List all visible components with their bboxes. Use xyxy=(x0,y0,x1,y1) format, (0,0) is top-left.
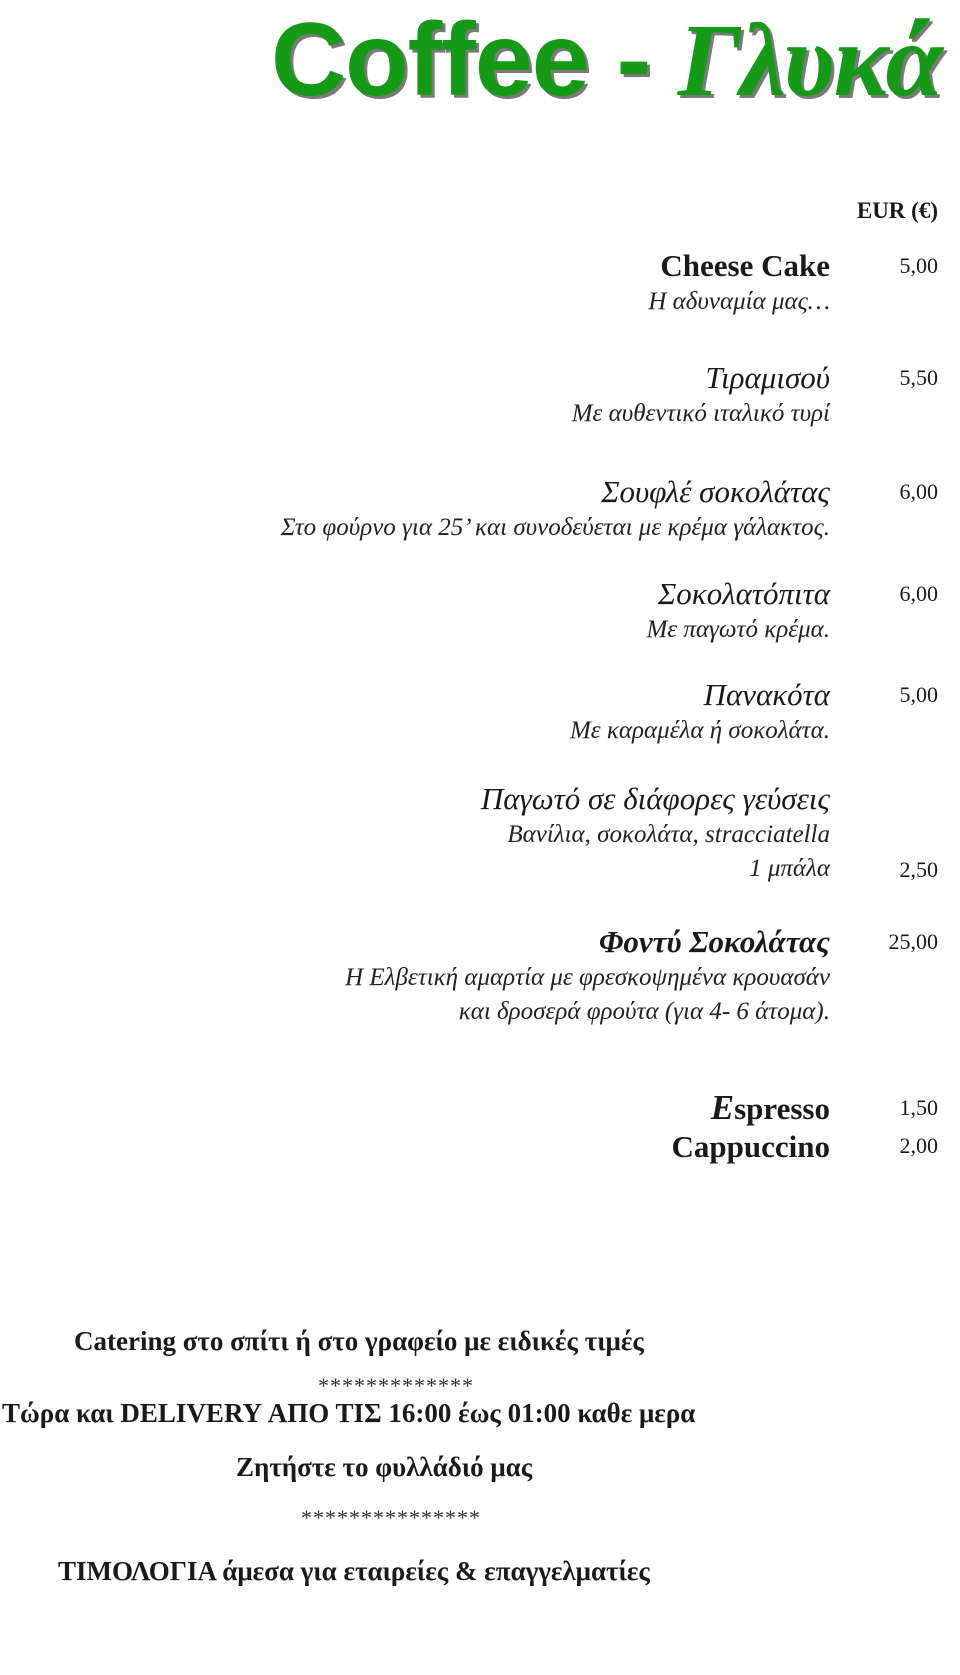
item-name: Πανακότα xyxy=(703,677,830,712)
item-price: 2,50 xyxy=(899,857,938,882)
beverage-price: 2,00 xyxy=(899,1133,938,1158)
item-name: Σοκολατόπιτα xyxy=(657,576,830,611)
item-name: Παγωτό σε διάφορες γεύσεις xyxy=(480,781,830,816)
beverage-name-rest: spresso xyxy=(734,1091,830,1126)
item-description: Στο φούρνο για 25’ και συνοδεύεται με κρέμα γάλακτος. xyxy=(280,514,830,541)
title-main: Coffee - xyxy=(271,2,678,118)
item-description: Με καραμέλα ή σοκολάτα. xyxy=(569,717,830,744)
item-price: 5,00 xyxy=(899,682,938,707)
menu-item-souffle xyxy=(30,473,830,545)
title-accent: Γλυκά xyxy=(678,3,942,118)
beverage-price: 1,50 xyxy=(899,1095,938,1120)
item-name: Φοντύ Σοκολάτας xyxy=(598,924,830,959)
currency-label: EUR (€) xyxy=(856,198,938,223)
item-name: Τιραμισού xyxy=(705,360,830,395)
catering-notice: Catering στο σπίτι ή στο γραφείο με ειδικές τιμές xyxy=(74,1326,644,1356)
item-description: Με αυθεντικό ιταλικό τυρί xyxy=(571,400,830,427)
menu-item-ice-cream xyxy=(30,780,830,886)
beverage-cappuccino: Cappuccino xyxy=(671,1129,830,1164)
item-price: 5,50 xyxy=(899,365,938,390)
invoice-notice: ΤΙΜΟΛΟΓΙΑ άμεσα για εταιρείες & επαγγελματίες xyxy=(58,1556,650,1586)
menu-item-chocolate-pie xyxy=(30,575,830,647)
item-description: Η Ελβετική αμαρτία με φρεσκοψημένα κρουασάν xyxy=(345,964,830,991)
menu-item-tiramisu xyxy=(30,359,830,431)
item-price: 5,00 xyxy=(899,253,938,278)
beverage-initial: E xyxy=(710,1088,735,1127)
separator-stars: *************** xyxy=(301,1505,481,1530)
item-description: Βανίλια, σοκολάτα, stracciatella xyxy=(507,821,830,848)
menu-item-panacotta xyxy=(30,676,830,748)
item-description-portion: 1 μπάλα xyxy=(749,855,830,882)
menu-item-cheese-cake xyxy=(30,247,830,319)
item-price: 6,00 xyxy=(899,479,938,504)
item-description-line2: και δροσερά φρούτα (για 4- 6 άτομα). xyxy=(458,998,830,1025)
item-name: Cheese Cake xyxy=(660,248,830,283)
menu-title xyxy=(271,0,942,121)
item-description: Με παγωτό κρέμα. xyxy=(646,616,830,643)
item-price: 25,00 xyxy=(888,929,938,954)
item-description: Η αδυναμία μας… xyxy=(648,288,830,315)
leaflet-notice: Ζητήστε το φυλλάδιό μας xyxy=(236,1452,533,1482)
delivery-notice: Τώρα και DELIVERY ΑΠΟ ΤΙΣ 16:00 έως 01:00 καθε μερα xyxy=(2,1398,696,1428)
separator-stars: ************* xyxy=(318,1373,474,1398)
item-name: Σουφλέ σοκολάτας xyxy=(601,474,830,509)
item-price: 6,00 xyxy=(899,581,938,606)
beverage-espresso xyxy=(711,1089,830,1128)
menu-item-chocolate-fondue xyxy=(30,923,830,1029)
